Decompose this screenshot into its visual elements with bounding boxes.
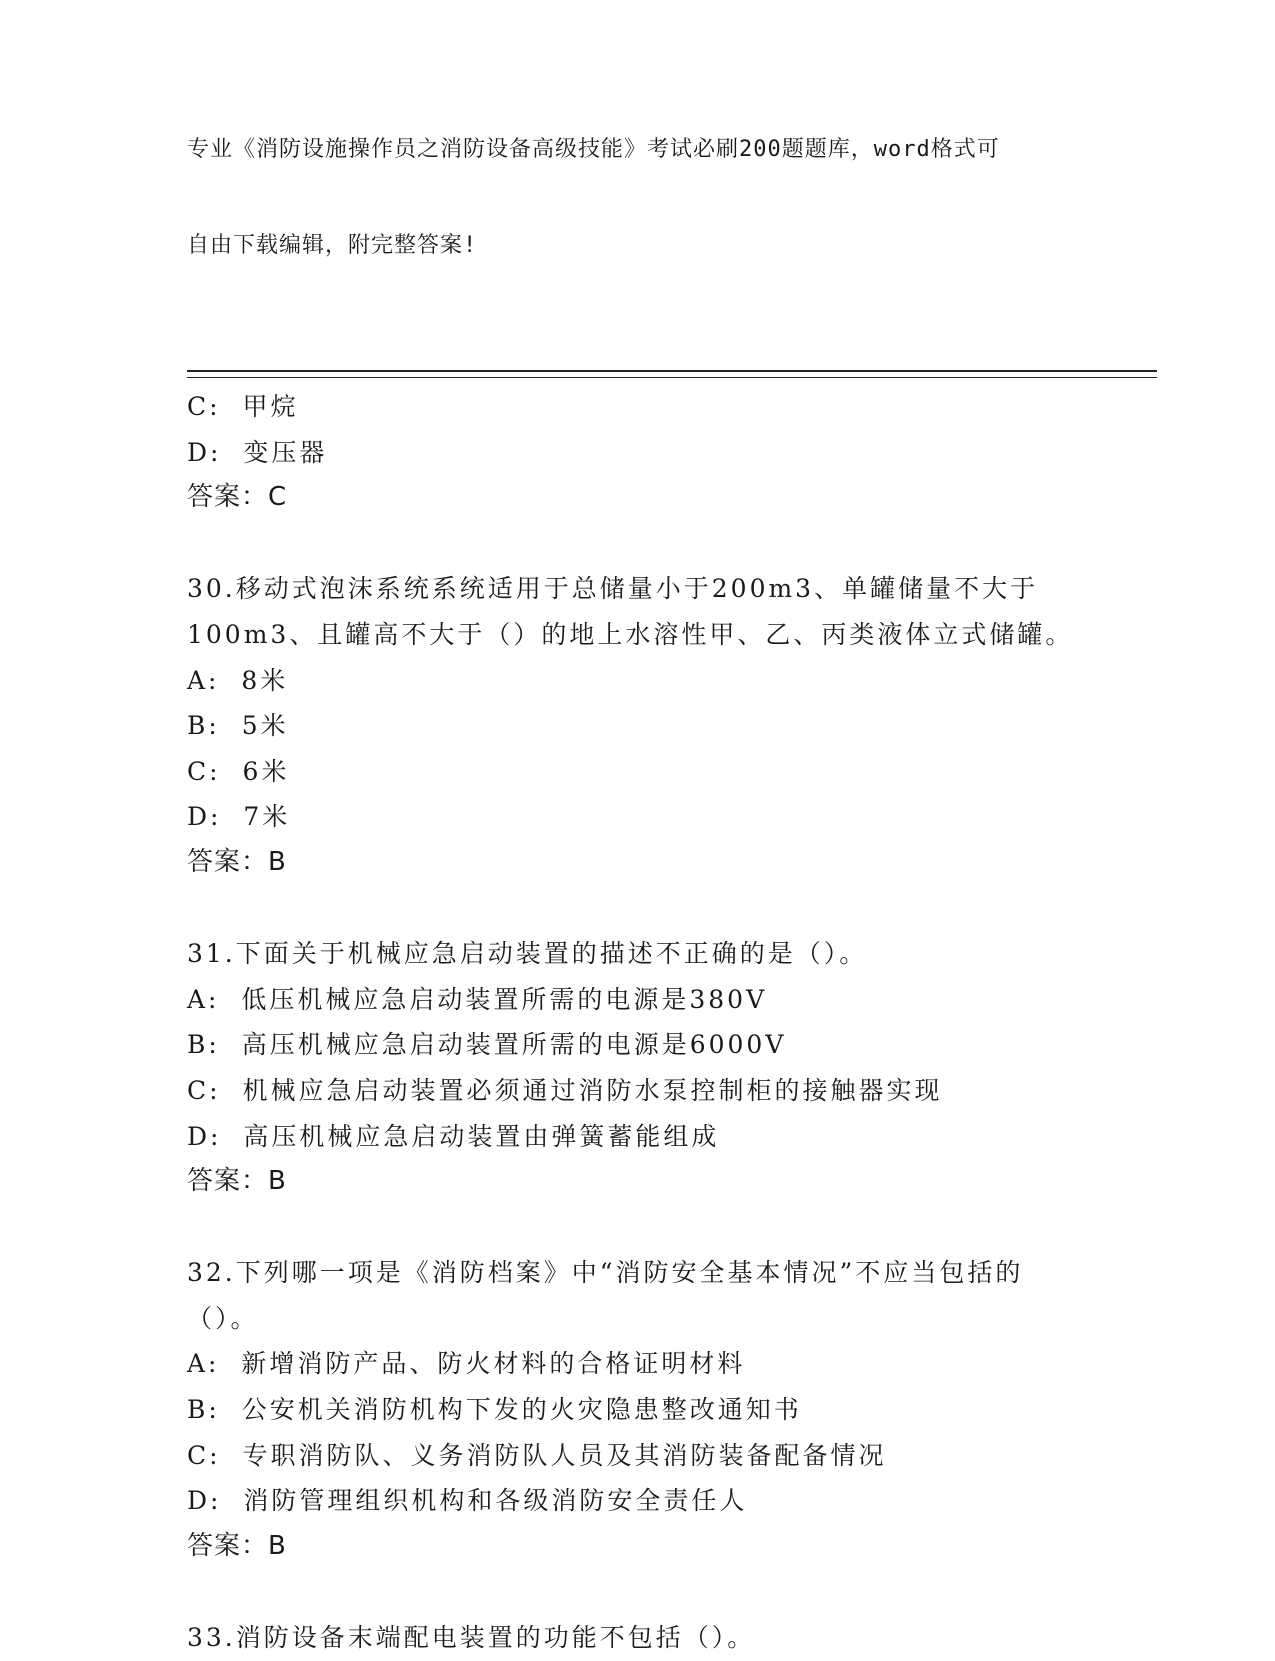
question-stem: （）。 [187, 1303, 259, 1333]
header-line-1: 专业《消防设施操作员之消防设备高级技能》考试必刷200题题库，word格式可 [187, 137, 1000, 162]
question-stem: 32.下列哪一项是《消防档案》中“消防安全基本情况”不应当包括的 [187, 1258, 1024, 1288]
answer-line: 答案：B [187, 846, 287, 877]
answer-line: 答案：C [187, 482, 288, 513]
spacer [187, 886, 1157, 932]
question-list [187, 384, 1157, 1661]
option-line: A: 新增消防产品、防火材料的合格证明材料 [187, 1349, 746, 1379]
option-line: D: 消防管理组织机构和各级消防安全责任人 [187, 1486, 748, 1516]
option-line: B: 5米 [187, 711, 289, 741]
document-page [187, 70, 1157, 1661]
header-line-2: 自由下载编辑，附完整答案! [187, 233, 478, 258]
option-line: C: 6米 [187, 756, 290, 786]
question-stem: 31.下面关于机械应急启动装置的描述不正确的是（）。 [187, 939, 868, 969]
option-line: D: 变压器 [187, 437, 328, 467]
question-stem: 33.消防设备末端配电装置的功能不包括（）。 [187, 1623, 756, 1653]
question-stem: 100m3、且罐高不大于（）的地上水溶性甲、乙、丙类液体立式储罐。 [187, 619, 1074, 649]
spacer [187, 521, 1157, 567]
option-line: C: 甲烷 [187, 392, 299, 421]
option-line: B: 公安机关消防机构下发的火灾隐患整改通知书 [187, 1395, 802, 1425]
document-header [187, 70, 1067, 326]
option-line: C: 机械应急启动装置必须通过消防水泵控制柜的接触器实现 [187, 1075, 943, 1105]
answer-line: 答案：B [187, 1530, 287, 1561]
header-divider [187, 370, 1157, 378]
option-line: C: 专职消防队、义务消防队人员及其消防装备配备情况 [187, 1440, 887, 1470]
option-line: A: 低压机械应急启动装置所需的电源是380V [187, 984, 768, 1014]
spacer [187, 1205, 1157, 1251]
option-line: B: 高压机械应急启动装置所需的电源是6000V [187, 1030, 787, 1060]
option-line: D: 高压机械应急启动装置由弹簧蓄能组成 [187, 1121, 720, 1151]
answer-line: 答案：B [187, 1166, 287, 1197]
spacer [187, 1569, 1157, 1615]
option-line: A: 8米 [187, 665, 289, 695]
option-line: D: 7米 [187, 802, 291, 832]
question-stem: 30.移动式泡沫系统系统适用于总储量小于200m3、单罐储量不大于 [187, 574, 1039, 604]
